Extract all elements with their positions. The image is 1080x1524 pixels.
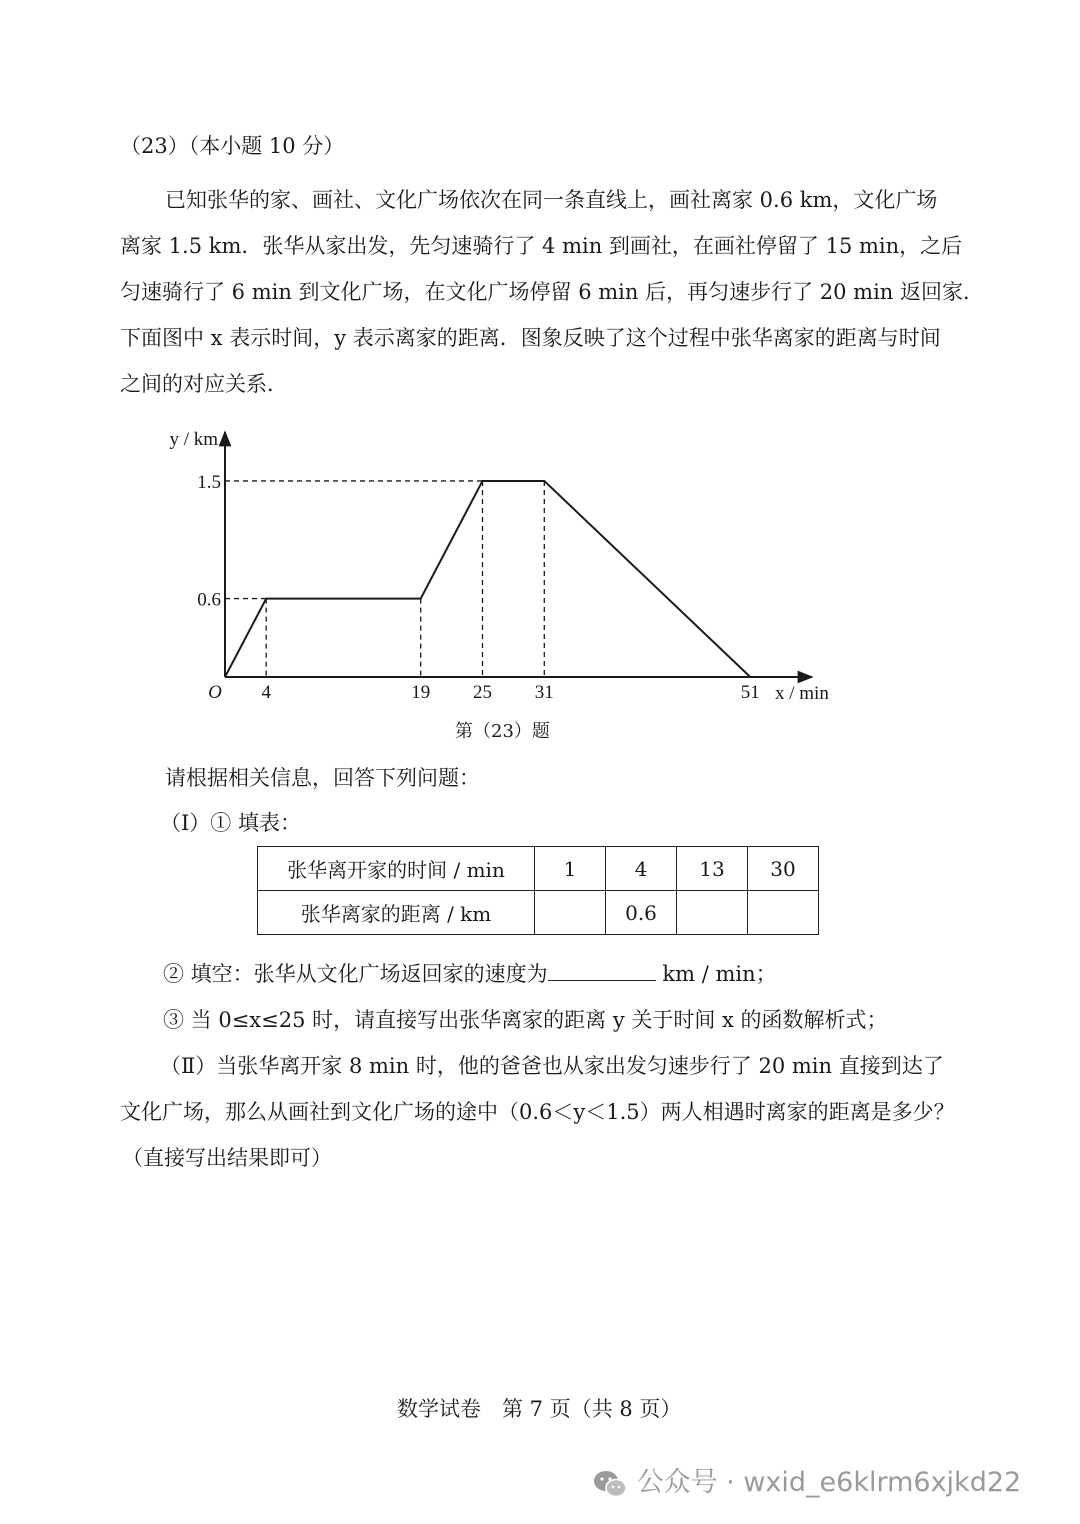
- intro-line-1: 已知张华的家、画社、文化广场依次在同一条直线上，画社离家 0.6 km，文化广场: [165, 188, 938, 212]
- watermark: [592, 1460, 1021, 1499]
- question-3: ③ 当 0≤x≤25 时，请直接写出张华离家的距离 y 关于时间 x 的函数解析式；: [163, 1008, 888, 1032]
- x-tick-label: 19: [411, 682, 431, 703]
- distance-series-line: [225, 481, 750, 677]
- table-header-time: 张华离开家的时间 / min: [258, 847, 535, 891]
- table-cell: 13: [677, 847, 748, 891]
- x-tick-label: 31: [534, 682, 554, 703]
- problem-heading: （23）（本小题 10 分）: [120, 134, 345, 158]
- figure-caption: 第（23）题: [455, 721, 550, 742]
- table-row: [258, 847, 819, 891]
- page-footer: 数学试卷 第 7 页（共 8 页）: [397, 1397, 682, 1421]
- wechat-icon: [592, 1469, 628, 1499]
- x-tick-label: 51: [740, 682, 760, 703]
- question-2: [163, 958, 777, 988]
- part1-label: （Ⅰ）① 填表：: [160, 811, 301, 835]
- y-tick-label: 0.6: [197, 589, 221, 611]
- table-cell: 30: [748, 847, 819, 891]
- part2-line-3: （直接写出结果即可）: [122, 1146, 332, 1170]
- x-axis-label: x / min: [775, 683, 829, 704]
- answer-table: [257, 846, 819, 935]
- table-cell-blank: [535, 891, 606, 935]
- origin-label: O: [208, 682, 222, 703]
- distance-time-graph: [150, 420, 870, 720]
- table-cell: 0.6: [606, 891, 677, 935]
- table-header-distance: 张华离家的距离 / km: [258, 891, 535, 935]
- table-row: [258, 891, 819, 935]
- intro-line-4: 下面图中 x 表示时间，y 表示离家的距离．图象反映了这个过程中张华离家的距离与时间: [120, 326, 941, 350]
- x-tick-label: 4: [261, 682, 271, 703]
- answer-blank: [548, 960, 656, 981]
- table-cell-blank: [677, 891, 748, 935]
- question-2-unit: km / min；: [662, 962, 777, 986]
- intro-line-5: 之间的对应关系．: [120, 372, 288, 396]
- intro-line-2: 离家 1.5 km．张华从家出发，先匀速骑行了 4 min 到画社，在画社停留了 15 min，之后: [120, 234, 963, 258]
- question-2-prefix: ② 填空：张华从文化广场返回家的速度为: [163, 962, 548, 986]
- x-tick-label: 25: [473, 682, 492, 703]
- questions-prompt: 请根据相关信息，回答下列问题：: [165, 766, 480, 790]
- table-cell: 1: [535, 847, 606, 891]
- part2-line-2: 文化广场，那么从画社到文化广场的途中（0.6＜y＜1.5）两人相遇时离家的距离是多少？: [120, 1100, 955, 1124]
- table-cell: 4: [606, 847, 677, 891]
- intro-line-3: 匀速骑行了 6 min 到文化广场，在文化广场停留 6 min 后，再匀速步行了 20 min 返回家．: [120, 280, 984, 304]
- watermark-text: 公众号 · wxid_e6klrm6xjkd22: [636, 1467, 1022, 1498]
- part2-line-1: （Ⅱ）当张华离开家 8 min 时，他的爸爸也从家出发匀速步行了 20 min 直接到达了: [160, 1054, 944, 1078]
- y-tick-label: 1.5: [197, 471, 221, 493]
- table-cell-blank: [748, 891, 819, 935]
- y-axis-label: y / km: [169, 429, 218, 450]
